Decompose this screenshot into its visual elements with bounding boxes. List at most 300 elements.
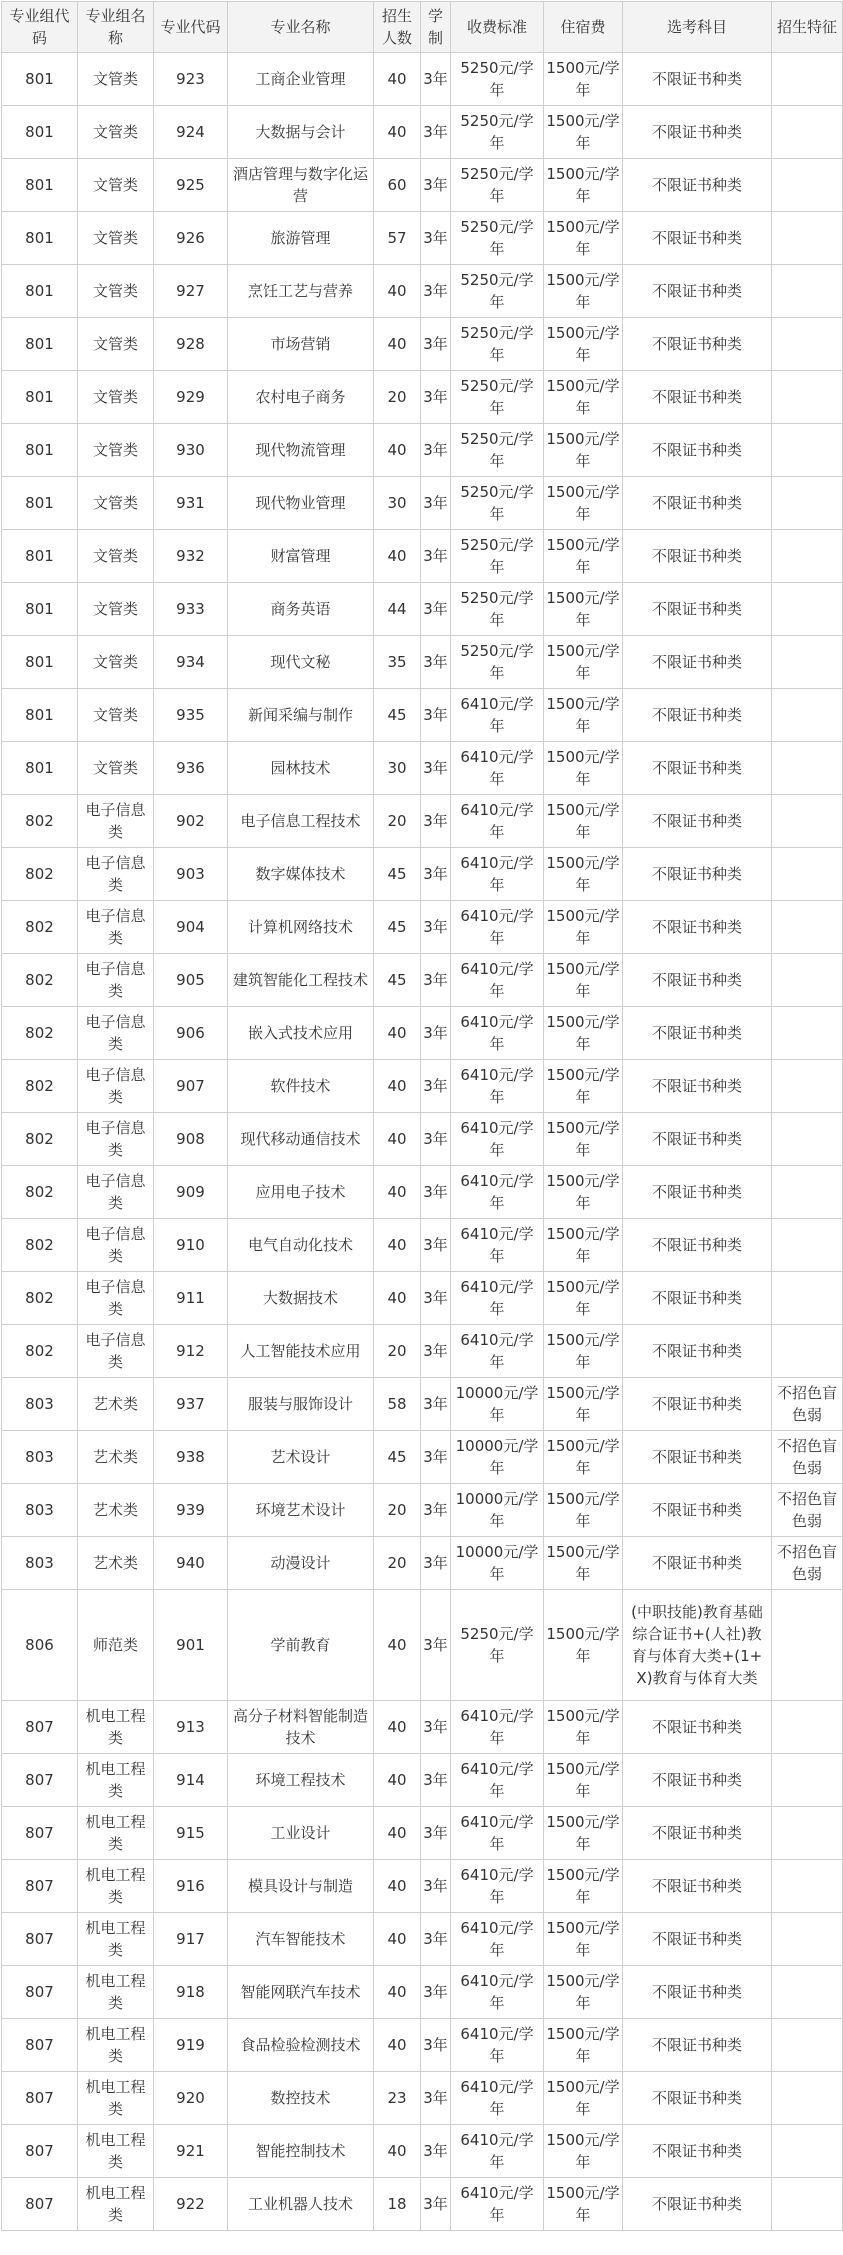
group-code-cell: 807 [2,2019,78,2072]
group-code-cell: 802 [2,1113,78,1166]
col-header-group-code: 专业组代码 [2,2,78,53]
group-code-cell: 801 [2,159,78,212]
major-name-cell: 现代物业管理 [228,477,374,530]
group-code-cell: 807 [2,2072,78,2125]
subjects-cell: 不限证书种类 [623,689,772,742]
features-cell [772,1113,843,1166]
subjects-cell: 不限证书种类 [623,1060,772,1113]
duration-cell: 3年 [421,212,451,265]
lodging-cell: 1500元/学年 [544,1219,623,1272]
tuition-cell: 6410元/学年 [451,1113,544,1166]
major-name-cell: 工商企业管理 [228,53,374,106]
group-code-cell: 801 [2,265,78,318]
quota-cell: 40 [374,1701,421,1754]
features-cell [772,1754,843,1807]
duration-cell: 3年 [421,1807,451,1860]
table-row [2,1913,843,1966]
major-code-cell: 916 [154,1860,228,1913]
major-name-cell: 大数据技术 [228,1272,374,1325]
major-code-cell: 925 [154,159,228,212]
subjects-cell: 不限证书种类 [623,424,772,477]
table-row [2,1754,843,1807]
group-name-cell: 师范类 [78,1590,154,1701]
quota-cell: 40 [374,2019,421,2072]
duration-cell: 3年 [421,1325,451,1378]
group-code-cell: 807 [2,2125,78,2178]
group-name-cell: 电子信息类 [78,901,154,954]
table-row [2,901,843,954]
group-name-cell: 电子信息类 [78,795,154,848]
table-row [2,1060,843,1113]
group-code-cell: 802 [2,795,78,848]
lodging-cell: 1500元/学年 [544,1431,623,1484]
lodging-cell: 1500元/学年 [544,1860,623,1913]
tuition-cell: 5250元/学年 [451,53,544,106]
features-cell: 不招色盲色弱 [772,1537,843,1590]
table-row [2,1966,843,2019]
tuition-cell: 6410元/学年 [451,954,544,1007]
duration-cell: 3年 [421,424,451,477]
group-name-cell: 机电工程类 [78,1860,154,1913]
major-code-cell: 903 [154,848,228,901]
major-code-cell: 907 [154,1060,228,1113]
lodging-cell: 1500元/学年 [544,106,623,159]
tuition-cell: 10000元/学年 [451,1431,544,1484]
duration-cell: 3年 [421,2178,451,2231]
quota-cell: 45 [374,901,421,954]
table-row [2,159,843,212]
duration-cell: 3年 [421,1484,451,1537]
group-code-cell: 801 [2,106,78,159]
lodging-cell: 1500元/学年 [544,1537,623,1590]
tuition-cell: 10000元/学年 [451,1537,544,1590]
major-name-cell: 食品检验检测技术 [228,2019,374,2072]
duration-cell: 3年 [421,1272,451,1325]
features-cell [772,1325,843,1378]
tuition-cell: 5250元/学年 [451,530,544,583]
lodging-cell: 1500元/学年 [544,477,623,530]
lodging-cell: 1500元/学年 [544,1325,623,1378]
duration-cell: 3年 [421,530,451,583]
quota-cell: 20 [374,1325,421,1378]
lodging-cell: 1500元/学年 [544,2019,623,2072]
group-name-cell: 文管类 [78,742,154,795]
features-cell [772,159,843,212]
tuition-cell: 5250元/学年 [451,424,544,477]
col-header-features: 招生特征 [772,2,843,53]
features-cell [772,1007,843,1060]
group-code-cell: 801 [2,636,78,689]
major-code-cell: 928 [154,318,228,371]
features-cell [772,848,843,901]
group-name-cell: 机电工程类 [78,1913,154,1966]
lodging-cell: 1500元/学年 [544,742,623,795]
tuition-cell: 6410元/学年 [451,795,544,848]
features-cell [772,1219,843,1272]
table-row [2,530,843,583]
group-name-cell: 文管类 [78,689,154,742]
major-name-cell: 人工智能技术应用 [228,1325,374,1378]
tuition-cell: 6410元/学年 [451,1913,544,1966]
group-name-cell: 文管类 [78,212,154,265]
group-name-cell: 机电工程类 [78,1754,154,1807]
major-code-cell: 915 [154,1807,228,1860]
major-name-cell: 酒店管理与数字化运营 [228,159,374,212]
tuition-cell: 6410元/学年 [451,689,544,742]
quota-cell: 30 [374,477,421,530]
major-code-cell: 929 [154,371,228,424]
lodging-cell: 1500元/学年 [544,530,623,583]
lodging-cell: 1500元/学年 [544,1113,623,1166]
major-name-cell: 智能网联汽车技术 [228,1966,374,2019]
major-name-cell: 数控技术 [228,2072,374,2125]
tuition-cell: 6410元/学年 [451,1807,544,1860]
quota-cell: 60 [374,159,421,212]
features-cell [772,795,843,848]
duration-cell: 3年 [421,1860,451,1913]
duration-cell: 3年 [421,848,451,901]
group-name-cell: 电子信息类 [78,1060,154,1113]
quota-cell: 40 [374,1913,421,1966]
major-name-cell: 电子信息工程技术 [228,795,374,848]
tuition-cell: 5250元/学年 [451,477,544,530]
tuition-cell: 5250元/学年 [451,583,544,636]
major-name-cell: 建筑智能化工程技术 [228,954,374,1007]
features-cell [772,477,843,530]
group-name-cell: 文管类 [78,424,154,477]
duration-cell: 3年 [421,795,451,848]
duration-cell: 3年 [421,1060,451,1113]
duration-cell: 3年 [421,159,451,212]
lodging-cell: 1500元/学年 [544,212,623,265]
group-code-cell: 801 [2,742,78,795]
major-name-cell: 计算机网络技术 [228,901,374,954]
group-name-cell: 艺术类 [78,1484,154,1537]
quota-cell: 23 [374,2072,421,2125]
subjects-cell: 不限证书种类 [623,848,772,901]
group-code-cell: 801 [2,530,78,583]
subjects-cell: 不限证书种类 [623,742,772,795]
major-code-cell: 930 [154,424,228,477]
subjects-cell: 不限证书种类 [623,1807,772,1860]
subjects-cell: 不限证书种类 [623,1537,772,1590]
features-cell [772,1166,843,1219]
duration-cell: 3年 [421,53,451,106]
subjects-cell: 不限证书种类 [623,159,772,212]
major-code-cell: 918 [154,1966,228,2019]
quota-cell: 40 [374,2125,421,2178]
group-code-cell: 802 [2,1219,78,1272]
features-cell [772,530,843,583]
duration-cell: 3年 [421,1754,451,1807]
group-name-cell: 文管类 [78,265,154,318]
group-name-cell: 文管类 [78,53,154,106]
tuition-cell: 6410元/学年 [451,848,544,901]
duration-cell: 3年 [421,2072,451,2125]
tuition-cell: 6410元/学年 [451,1325,544,1378]
subjects-cell: 不限证书种类 [623,1484,772,1537]
tuition-cell: 5250元/学年 [451,106,544,159]
lodging-cell: 1500元/学年 [544,1007,623,1060]
major-code-cell: 940 [154,1537,228,1590]
table-row [2,1701,843,1754]
major-code-cell: 921 [154,2125,228,2178]
group-code-cell: 803 [2,1537,78,1590]
table-row [2,477,843,530]
major-code-cell: 917 [154,1913,228,1966]
quota-cell: 40 [374,424,421,477]
duration-cell: 3年 [421,2125,451,2178]
table-row [2,1431,843,1484]
lodging-cell: 1500元/学年 [544,2072,623,2125]
group-name-cell: 电子信息类 [78,954,154,1007]
major-name-cell: 旅游管理 [228,212,374,265]
group-name-cell: 文管类 [78,318,154,371]
subjects-cell: 不限证书种类 [623,1007,772,1060]
table-row [2,1860,843,1913]
tuition-cell: 6410元/学年 [451,1007,544,1060]
major-name-cell: 软件技术 [228,1060,374,1113]
features-cell [772,1060,843,1113]
table-row [2,2125,843,2178]
enrollment-table [1,1,843,2231]
tuition-cell: 5250元/学年 [451,212,544,265]
duration-cell: 3年 [421,1166,451,1219]
col-header-subjects: 选考科目 [623,2,772,53]
major-name-cell: 现代物流管理 [228,424,374,477]
major-name-cell: 数字媒体技术 [228,848,374,901]
duration-cell: 3年 [421,1701,451,1754]
group-code-cell: 802 [2,954,78,1007]
group-code-cell: 801 [2,371,78,424]
group-name-cell: 电子信息类 [78,1113,154,1166]
group-name-cell: 电子信息类 [78,1166,154,1219]
lodging-cell: 1500元/学年 [544,1060,623,1113]
features-cell [772,106,843,159]
major-code-cell: 912 [154,1325,228,1378]
tuition-cell: 6410元/学年 [451,1754,544,1807]
features-cell [772,1590,843,1701]
group-code-cell: 807 [2,1966,78,2019]
table-row [2,2072,843,2125]
major-code-cell: 906 [154,1007,228,1060]
duration-cell: 3年 [421,371,451,424]
major-code-cell: 911 [154,1272,228,1325]
col-header-major-code: 专业代码 [154,2,228,53]
table-row [2,2178,843,2231]
features-cell [772,318,843,371]
features-cell [772,2019,843,2072]
major-name-cell: 电气自动化技术 [228,1219,374,1272]
major-name-cell: 园林技术 [228,742,374,795]
tuition-cell: 5250元/学年 [451,636,544,689]
table-row [2,1166,843,1219]
tuition-cell: 5250元/学年 [451,371,544,424]
duration-cell: 3年 [421,318,451,371]
features-cell: 不招色盲色弱 [772,1431,843,1484]
duration-cell: 3年 [421,265,451,318]
subjects-cell: 不限证书种类 [623,901,772,954]
table-row [2,636,843,689]
group-code-cell: 807 [2,1754,78,1807]
features-cell [772,1701,843,1754]
features-cell [772,53,843,106]
subjects-cell: 不限证书种类 [623,318,772,371]
features-cell: 不招色盲色弱 [772,1484,843,1537]
table-row [2,954,843,1007]
group-name-cell: 文管类 [78,371,154,424]
lodging-cell: 1500元/学年 [544,795,623,848]
group-code-cell: 801 [2,689,78,742]
subjects-cell: 不限证书种类 [623,1754,772,1807]
subjects-cell: 不限证书种类 [623,1219,772,1272]
major-name-cell: 财富管理 [228,530,374,583]
features-cell [772,583,843,636]
group-code-cell: 801 [2,583,78,636]
group-name-cell: 机电工程类 [78,2178,154,2231]
duration-cell: 3年 [421,1537,451,1590]
features-cell [772,2125,843,2178]
subjects-cell: 不限证书种类 [623,477,772,530]
group-code-cell: 802 [2,848,78,901]
lodging-cell: 1500元/学年 [544,848,623,901]
table-row [2,2019,843,2072]
lodging-cell: 1500元/学年 [544,1484,623,1537]
table-row [2,212,843,265]
group-name-cell: 文管类 [78,477,154,530]
table-row [2,1537,843,1590]
major-code-cell: 932 [154,530,228,583]
tuition-cell: 6410元/学年 [451,1966,544,2019]
group-code-cell: 801 [2,318,78,371]
group-code-cell: 802 [2,1060,78,1113]
quota-cell: 40 [374,106,421,159]
subjects-cell: 不限证书种类 [623,265,772,318]
major-code-cell: 927 [154,265,228,318]
group-name-cell: 艺术类 [78,1431,154,1484]
major-code-cell: 922 [154,2178,228,2231]
subjects-cell: 不限证书种类 [623,53,772,106]
quota-cell: 18 [374,2178,421,2231]
table-row [2,1219,843,1272]
table-row [2,1325,843,1378]
major-code-cell: 909 [154,1166,228,1219]
table-row [2,371,843,424]
tuition-cell: 6410元/学年 [451,2178,544,2231]
tuition-cell: 6410元/学年 [451,901,544,954]
major-name-cell: 嵌入式技术应用 [228,1007,374,1060]
major-code-cell: 939 [154,1484,228,1537]
subjects-cell: 不限证书种类 [623,371,772,424]
features-cell [772,212,843,265]
subjects-cell: 不限证书种类 [623,1966,772,2019]
quota-cell: 57 [374,212,421,265]
duration-cell: 3年 [421,1007,451,1060]
major-name-cell: 工业设计 [228,1807,374,1860]
tuition-cell: 6410元/学年 [451,1860,544,1913]
lodging-cell: 1500元/学年 [544,636,623,689]
subjects-cell: 不限证书种类 [623,636,772,689]
group-code-cell: 803 [2,1484,78,1537]
quota-cell: 58 [374,1378,421,1431]
col-header-group-name: 专业组名称 [78,2,154,53]
major-code-cell: 924 [154,106,228,159]
major-code-cell: 934 [154,636,228,689]
major-name-cell: 大数据与会计 [228,106,374,159]
major-code-cell: 931 [154,477,228,530]
lodging-cell: 1500元/学年 [544,318,623,371]
quota-cell: 30 [374,742,421,795]
group-name-cell: 电子信息类 [78,1007,154,1060]
duration-cell: 3年 [421,1431,451,1484]
group-name-cell: 文管类 [78,530,154,583]
group-name-cell: 文管类 [78,159,154,212]
group-code-cell: 807 [2,1807,78,1860]
major-name-cell: 现代文秘 [228,636,374,689]
subjects-cell: 不限证书种类 [623,1378,772,1431]
group-name-cell: 机电工程类 [78,2125,154,2178]
features-cell [772,1913,843,1966]
major-code-cell: 913 [154,1701,228,1754]
features-cell [772,689,843,742]
features-cell [772,901,843,954]
features-cell [772,1807,843,1860]
group-code-cell: 801 [2,477,78,530]
lodging-cell: 1500元/学年 [544,2125,623,2178]
group-code-cell: 803 [2,1431,78,1484]
duration-cell: 3年 [421,636,451,689]
major-name-cell: 工业机器人技术 [228,2178,374,2231]
col-header-quota: 招生人数 [374,2,421,53]
subjects-cell: 不限证书种类 [623,106,772,159]
duration-cell: 3年 [421,954,451,1007]
quota-cell: 40 [374,1272,421,1325]
group-name-cell: 电子信息类 [78,1219,154,1272]
subjects-cell: 不限证书种类 [623,795,772,848]
group-code-cell: 802 [2,901,78,954]
table-row [2,1590,843,1701]
table-row [2,424,843,477]
lodging-cell: 1500元/学年 [544,159,623,212]
group-code-cell: 807 [2,1860,78,1913]
group-name-cell: 电子信息类 [78,1325,154,1378]
major-code-cell: 920 [154,2072,228,2125]
major-name-cell: 学前教育 [228,1590,374,1701]
quota-cell: 40 [374,530,421,583]
major-code-cell: 938 [154,1431,228,1484]
subjects-cell: 不限证书种类 [623,2072,772,2125]
table-row [2,265,843,318]
group-code-cell: 802 [2,1272,78,1325]
group-name-cell: 机电工程类 [78,1807,154,1860]
table-body [2,53,843,2231]
major-name-cell: 环境工程技术 [228,1754,374,1807]
table-row [2,742,843,795]
quota-cell: 20 [374,795,421,848]
group-name-cell: 机电工程类 [78,1701,154,1754]
lodging-cell: 1500元/学年 [544,1754,623,1807]
subjects-cell: 不限证书种类 [623,2019,772,2072]
features-cell [772,1272,843,1325]
subjects-cell: 不限证书种类 [623,2178,772,2231]
major-name-cell: 模具设计与制造 [228,1860,374,1913]
table-row [2,795,843,848]
duration-cell: 3年 [421,1913,451,1966]
table-row [2,1378,843,1431]
group-code-cell: 802 [2,1325,78,1378]
group-code-cell: 801 [2,53,78,106]
features-cell [772,265,843,318]
